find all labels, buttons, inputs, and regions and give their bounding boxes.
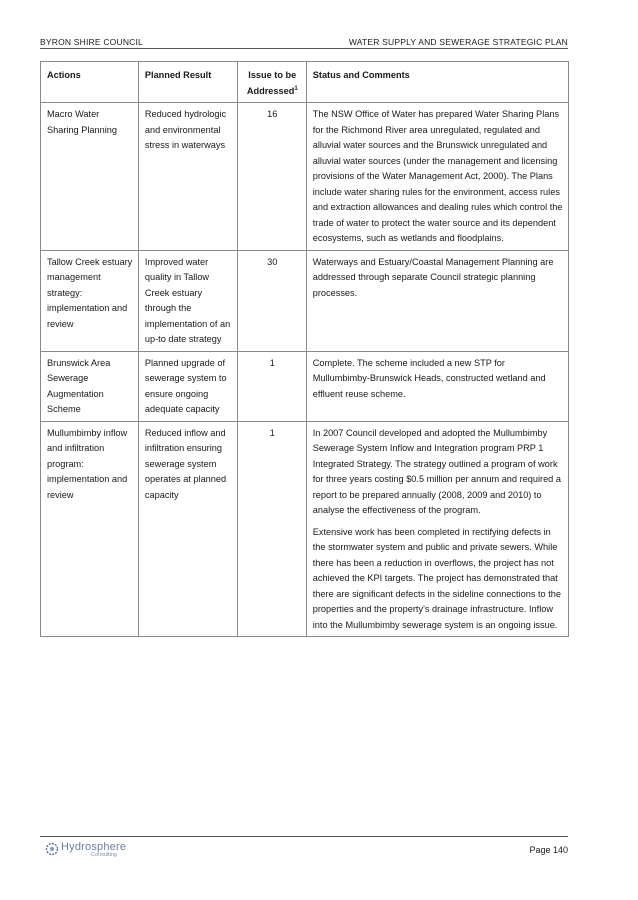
footnote-marker: 1 xyxy=(294,85,298,92)
header-organisation: BYRON SHIRE COUNCIL xyxy=(40,37,143,47)
status-paragraph: Extensive work has been completed in rectifying defects in the stormwater system and public and private sewers. While there has been a reduction in overflows, the project has not achieved the KPI targets. The project has demonstrated that there are significant defects in the sideline connections to the properties and the property's drainage infrastructure. Inflow into the Mullumbimby sewerage system is an ongoing issue. xyxy=(312,526,561,630)
status-paragraph: In 2007 Council developed and adopted the Mullumbimby Sewerage System Inflow and Integration program PRP 1 Integrated Strategy. The strategy outlined a program of work for three years costing $0.5 million per annum and required a report to be prepared annually (2008, 2009 and 2010) to analyse the effectiveness of the program. xyxy=(312,427,561,515)
column-header-issue-label: Issue to be Addressed xyxy=(246,70,297,96)
cell-issue: 30 xyxy=(237,250,306,351)
cell-issue: 1 xyxy=(237,421,306,637)
header-divider xyxy=(40,48,568,49)
logo-name: Hydrosphere xyxy=(61,841,127,853)
cell-planned-result: Improved water quality in Tallow Creek estuary through the implementation of an up-to date strategy xyxy=(138,250,237,351)
status-paragraph: Complete. The scheme included a new STP for Mullumbimby-Brunswick Heads, constructed wetland and effluent reuse scheme. xyxy=(312,357,546,399)
footer-divider xyxy=(40,836,568,837)
cell-issue: 16 xyxy=(237,103,306,251)
table-row xyxy=(41,421,569,637)
cell-action: Mullumbimby inflow and infiltration program: implementation and review xyxy=(41,421,139,637)
table-row xyxy=(41,250,569,351)
page-header xyxy=(40,37,568,47)
cell-planned-result: Reduced hydrologic and environmental stress in waterways xyxy=(138,103,237,251)
cell-status xyxy=(306,103,568,251)
status-paragraph: The NSW Office of Water has prepared Water Sharing Plans for the Richmond River area unregulated, regulated and alluvial water sources and the Brunswick unregulated and alluvial water sources (under the management and licensing provisions of the Water Management Act, 2000). The Plans include water sharing rules for the environment, access rules and extraction allowances and dealing rules which control the trade of water to protect the water source and its dependent ecosystems, such as wetlands and floodplains. xyxy=(312,109,563,243)
page-number: Page 140 xyxy=(529,845,568,855)
cell-status xyxy=(306,351,568,421)
column-header-planned-result: Planned Result xyxy=(138,62,237,103)
cell-action: Macro Water Sharing Planning xyxy=(41,103,139,251)
table-header-row xyxy=(41,62,569,103)
table-row xyxy=(41,351,569,421)
status-paragraph: Waterways and Estuary/Coastal Management Planning are addressed through separate Council strategic planning processes. xyxy=(312,256,554,298)
cell-action: Brunswick Area Sewerage Augmentation Scheme xyxy=(41,351,139,421)
logo-subtitle: Consulting xyxy=(91,852,117,858)
column-header-actions: Actions xyxy=(41,62,139,103)
cell-status xyxy=(306,250,568,351)
column-header-issue xyxy=(237,62,306,103)
cell-issue: 1 xyxy=(237,351,306,421)
table-row xyxy=(41,103,569,251)
cell-status xyxy=(306,421,568,637)
cell-planned-result: Planned upgrade of sewerage system to ensure ongoing adequate capacity xyxy=(138,351,237,421)
column-header-status: Status and Comments xyxy=(306,62,568,103)
cell-planned-result: Reduced inflow and infiltration ensuring sewerage system operates at planned capacity xyxy=(138,421,237,637)
globe-icon xyxy=(45,842,59,856)
header-document-title: WATER SUPPLY AND SEWERAGE STRATEGIC PLAN xyxy=(348,37,568,47)
actions-table xyxy=(40,61,569,637)
cell-action: Tallow Creek estuary management strategy: implementation and review xyxy=(41,250,139,351)
